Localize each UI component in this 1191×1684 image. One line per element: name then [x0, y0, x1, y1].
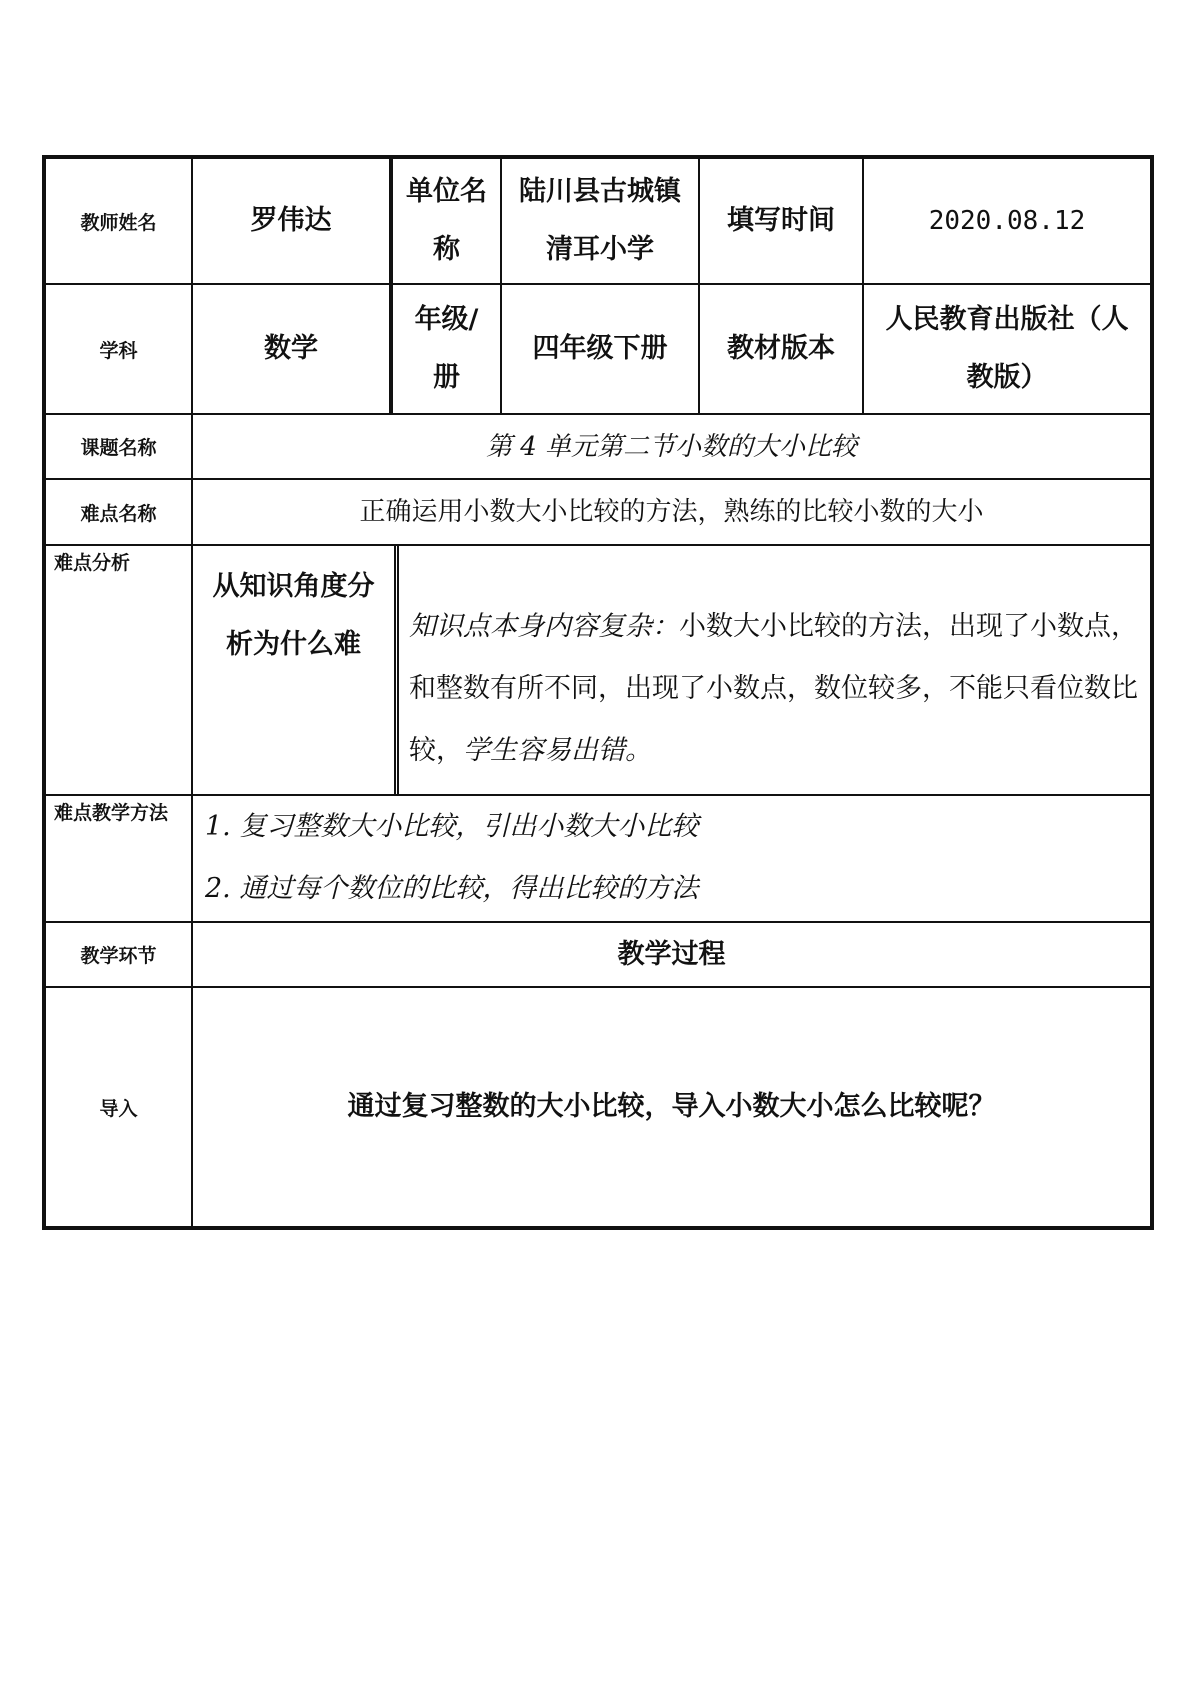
grade-label-line2: 册 [433, 362, 460, 393]
date-label: 填写时间 [727, 205, 835, 236]
unit-name-value-line2: 清耳小学 [546, 234, 654, 265]
difficulty-value: 正确运用小数大小比较的方法，熟练的比较小数的大小 [359, 497, 984, 527]
subject-value: 数学 [264, 333, 318, 364]
teacher-name-value: 罗伟达 [250, 205, 332, 236]
table-border-right [1150, 155, 1154, 1229]
teacher-name-label: 教师姓名 [80, 211, 157, 234]
table-border-bottom [42, 1226, 1154, 1230]
edition-value-line2: 教版） [966, 362, 1048, 393]
edition-value-line1: 人民教育出版社（人 [885, 304, 1129, 335]
grade-label-line1: 年级/ [414, 304, 479, 335]
analysis-label: 难点分析 [54, 551, 131, 574]
intro-label: 导入 [99, 1097, 138, 1120]
unit-name-value-line1: 陆川县古城镇 [519, 176, 681, 207]
analysis-text [399, 546, 1150, 794]
analysis-text-italic: 知识点本身内容复杂： [409, 611, 679, 642]
lesson-title-label: 课题名称 [80, 437, 157, 459]
edition-value [864, 285, 1150, 413]
lesson-plan-table [42, 155, 1154, 1229]
stage-label: 教学环节 [80, 945, 157, 967]
analysis-column-divider [394, 544, 396, 794]
unit-name-label [393, 159, 500, 283]
subject-label: 学科 [99, 339, 138, 362]
unit-name-value [502, 159, 698, 283]
analysis-sub-label-line2: 析为什么难 [226, 629, 361, 660]
process-label: 教学过程 [617, 938, 726, 970]
difficulty-label: 难点名称 [80, 502, 157, 525]
unit-name-label-line1: 单位名 [406, 176, 487, 207]
method-item: 1. 复习整数大小比较，引出小数大小比较 [205, 811, 699, 842]
edition-label: 教材版本 [727, 333, 835, 364]
grade-label [393, 285, 500, 413]
method-item: 2. 通过每个数位的比较，得出比较的方法 [205, 873, 699, 904]
analysis-sub-label [193, 546, 394, 794]
unit-name-label-line2: 称 [433, 234, 460, 265]
intro-text: 通过复习整数的大小比较，导入小数大小怎么比较呢？ [347, 1091, 996, 1122]
analysis-text-italic-end: 学生容易出错。 [463, 735, 652, 766]
analysis-text-main: 小数大小比较的方法，出现了小数点，和整数有所不同，出现了小数点，数位较多，不能只看位数比较， [409, 611, 1138, 766]
method-label: 难点教学方法 [54, 801, 169, 824]
method-list [193, 796, 1150, 921]
date-value: 2020.08.12 [928, 206, 1086, 236]
grade-value: 四年级下册 [532, 333, 668, 364]
lesson-title-value: 第 4 单元第二节小数的大小比较 [485, 431, 858, 462]
analysis-sub-label-line1: 从知识角度分 [212, 571, 375, 602]
